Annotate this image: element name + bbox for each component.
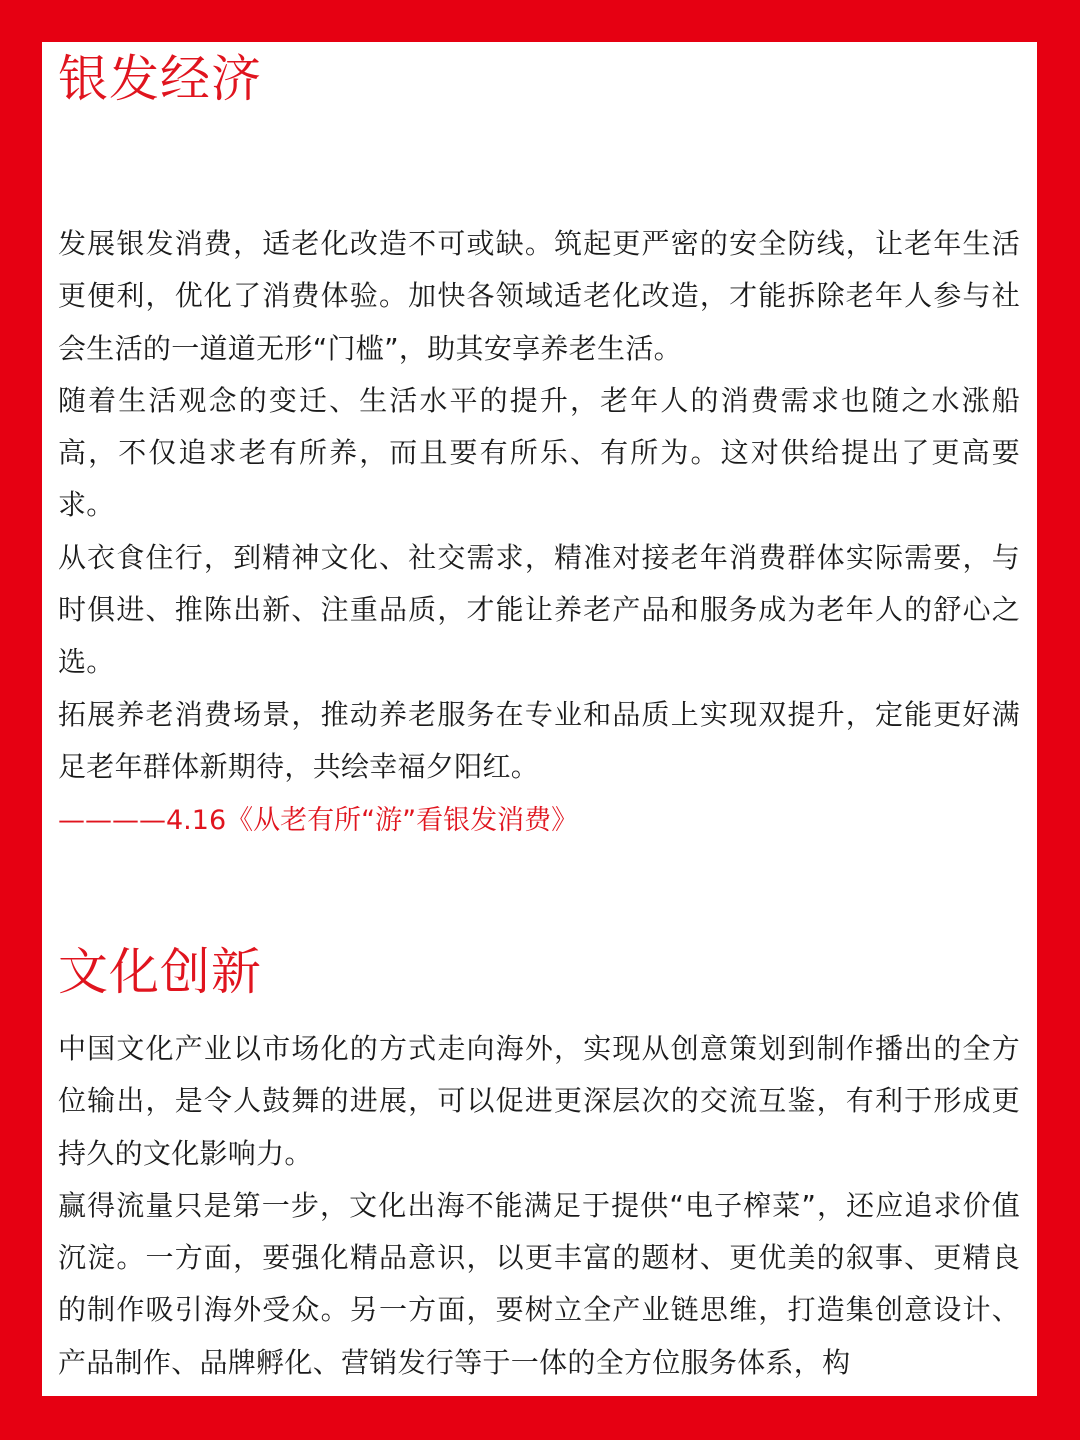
paragraph: 随着生活观念的变迁、生活水平的提升，老年人的消费需求也随之水涨船高，不仅追求老有所养，而且要有所乐、有所为。这对供给提出了更高要求。: [58, 383, 1020, 522]
article-card: [42, 42, 1037, 1396]
source-citation: ————4.16《从老有所“游”看银发消费》: [58, 805, 579, 836]
section-body-silver-economy: [58, 218, 1020, 793]
paragraph: 中国文化产业以市场化的方式走向海外，实现从创意策划到制作播出的全方位输出，是令人鼓舞的进展，可以促进更深层次的交流互鉴，有利于形成更持久的文化影响力。: [58, 1032, 1020, 1170]
paragraph: 赢得流量只是第一步，文化出海不能满足于提供“电子榨菜”，还应追求价值沉淀。一方面，要强化精品意识，以更丰富的题材、更优美的叙事、更精良的制作吸引海外受众。另一方面，要树立全产业链思维，打造集创意设计、产品制作、品牌孵化、营销发行等于一体的全方位服务体系，构: [58, 1188, 1020, 1379]
section-title-cultural-innovation: 文化创新: [58, 943, 262, 1001]
section-title-silver-economy: 银发经济: [58, 50, 262, 108]
section-body-cultural-innovation: [58, 1023, 1020, 1389]
paragraph: 发展银发消费，适老化改造不可或缺。筑起更严密的安全防线，让老年生活更便利，优化了消费体验。加快各领域适老化改造，才能拆除老年人参与社会生活的一道道无形“门槛”，助其安享养老生活。: [58, 227, 1020, 365]
paragraph: 拓展养老消费场景，推动养老服务在专业和品质上实现双提升，定能更好满足老年群体新期待，共绘幸福夕阳红。: [58, 697, 1020, 783]
paragraph: 从衣食住行，到精神文化、社交需求，精准对接老年消费群体实际需要，与时俱进、推陈出新、注重品质，才能让养老产品和服务成为老年人的舒心之选。: [58, 540, 1020, 679]
